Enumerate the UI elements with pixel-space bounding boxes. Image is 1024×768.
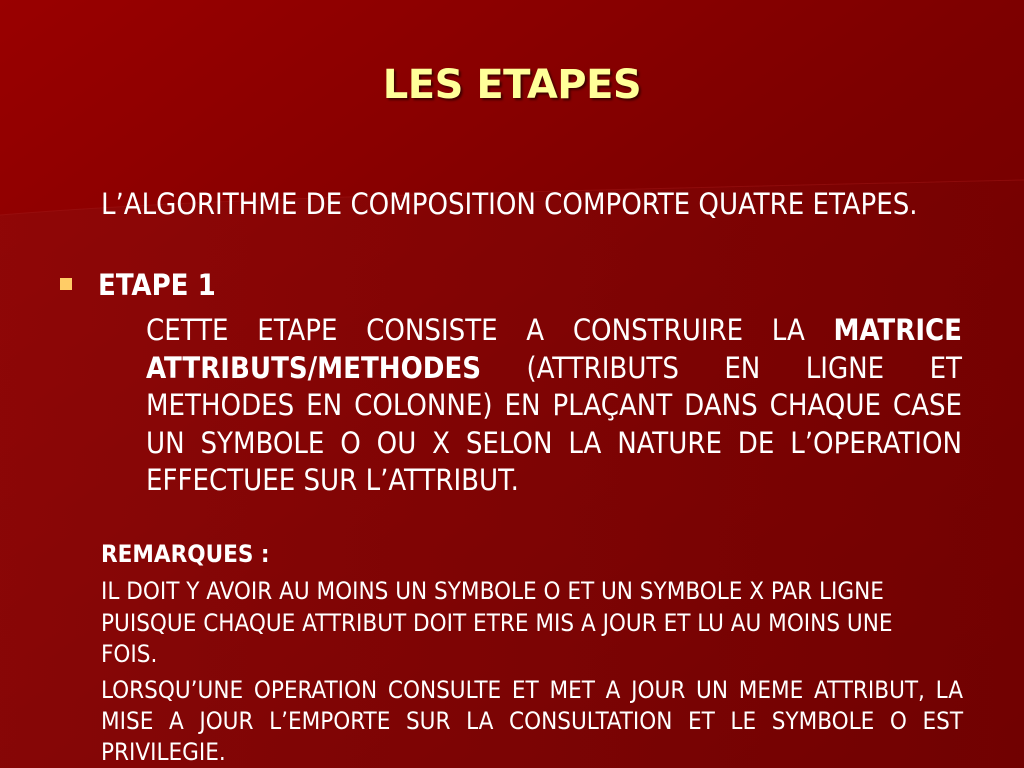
intro-text: L’ALGORITHME DE COMPOSITION COMPORTE QUATRE ETAPES. xyxy=(101,187,918,221)
remarks-heading: REMARQUES : xyxy=(101,540,270,568)
bullet-label: ETAPE 1 xyxy=(98,268,216,302)
remark-1: IL DOIT Y AVOIR AU MOINS UN SYMBOLE O ET UN SYMBOLE X PAR LIGNE PUISQUE CHAQUE ATTRIBUT DOIT ETRE MIS A JOUR ET LU AU MOINS UNE FOIS. xyxy=(101,577,893,668)
step-text-part2: (ATTRIBUTS EN LIGNE ET METHODES EN COLONNE) EN PLAÇANT DANS CHAQUE CASE UN SYMBOLE O OU X SELON LA NATURE DE L’OPERATION EFFECTUEE SUR L’ATTRIBUT. xyxy=(146,350,962,497)
remark-2: LORSQU’UNE OPERATION CONSULTE ET MET A JOUR UN MEME ATTRIBUT, LA MISE A JOUR L’EMPORTE SUR LA CONSULTATION ET LE SYMBOLE O EST PRIVILEGIE. xyxy=(101,676,963,766)
step-1-description xyxy=(146,312,962,500)
step-text-part1: CETTE ETAPE CONSISTE A CONSTRUIRE LA xyxy=(146,313,834,347)
slide-title: LES ETAPES xyxy=(382,62,642,108)
step-text-bold: MATRICE ATTRIBUTS/METHODES xyxy=(146,313,962,385)
bullet-item-step-1 xyxy=(60,267,960,303)
square-bullet-icon xyxy=(60,278,72,290)
